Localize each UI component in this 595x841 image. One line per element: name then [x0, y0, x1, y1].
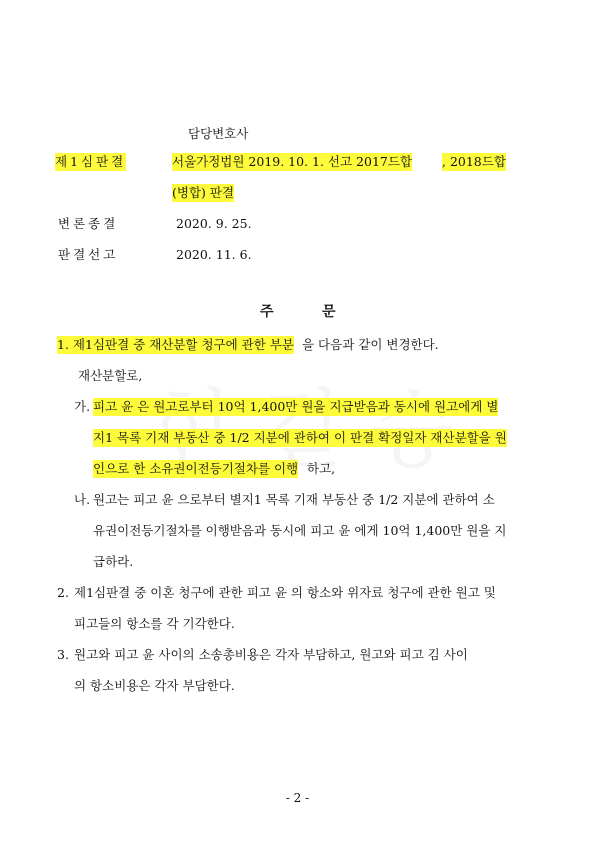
counsel-label: 담당변호사 [188, 126, 249, 141]
ga-line3-rest: 하고, [307, 461, 336, 476]
section-title-a: 주 [260, 304, 274, 320]
judgment-value: 2020. 11. 6. [176, 247, 252, 262]
na-line1: 원고는 피고 윤 으로부터 별지1 목록 기재 부동산 중 1/2 지분에 관하여 소 [93, 492, 495, 507]
ga-marker: 가. [74, 399, 91, 414]
section-title-b: 문 [322, 304, 336, 320]
ga-line2: 지1 목록 기재 부동산 중 1/2 지분에 관하여 이 판결 확정일자 재산분할을 원 [93, 430, 507, 445]
item1-number: 1. [57, 337, 69, 352]
item1-sub: 재산분할로, [78, 368, 143, 383]
na-marker: 나. [74, 492, 91, 507]
first-instance-value-b: , 2018드합 [442, 154, 506, 169]
argument-end-value: 2020. 9. 25. [176, 216, 252, 231]
page-number: - 2 - [285, 791, 310, 805]
item1-number-highlight [57, 336, 294, 354]
first-instance-value-c: (병합) 판결 [172, 185, 235, 200]
na-line2: 유권이전등기절차를 이행받음과 동시에 피고 윤 에게 10억 1,400만 원을 지 [93, 523, 507, 538]
ga-line3-highlight: 인으로 한 소유권이전등기절차를 이행 [93, 461, 299, 476]
item3-line2: 의 항소비용은 각자 부담한다. [74, 678, 235, 693]
na-line3: 급하라. [93, 554, 134, 569]
item3-line1: 원고와 피고 윤 사이의 소송총비용은 각자 부담하고, 원고와 피고 김 사이 [74, 647, 468, 662]
item1-rest: 을 다음과 같이 변경한다. [302, 337, 439, 352]
item2-line1: 제1심판결 중 이혼 청구에 관한 피고 윤 의 항소와 위자료 청구에 관한 원고 및 [74, 585, 496, 600]
ga-line1: 피고 윤 은 원고로부터 10억 1,400만 원을 지급받음과 동시에 원고에게 별 [93, 399, 499, 414]
judgment-label: 판결선고 [58, 247, 119, 262]
item3-number: 3. [57, 647, 69, 662]
item1-highlight: 제1심판결 중 재산분할 청구에 관한 부분 [72, 337, 294, 352]
first-instance-value-a: 서울가정법원 2019. 10. 1. 선고 2017드합 [172, 154, 413, 169]
first-instance-label: 제1심판결 [55, 154, 127, 169]
item2-number: 2. [57, 585, 69, 600]
argument-end-label: 변론종결 [58, 216, 119, 231]
item2-line2: 피고들의 항소를 각 기각한다. [74, 616, 235, 631]
